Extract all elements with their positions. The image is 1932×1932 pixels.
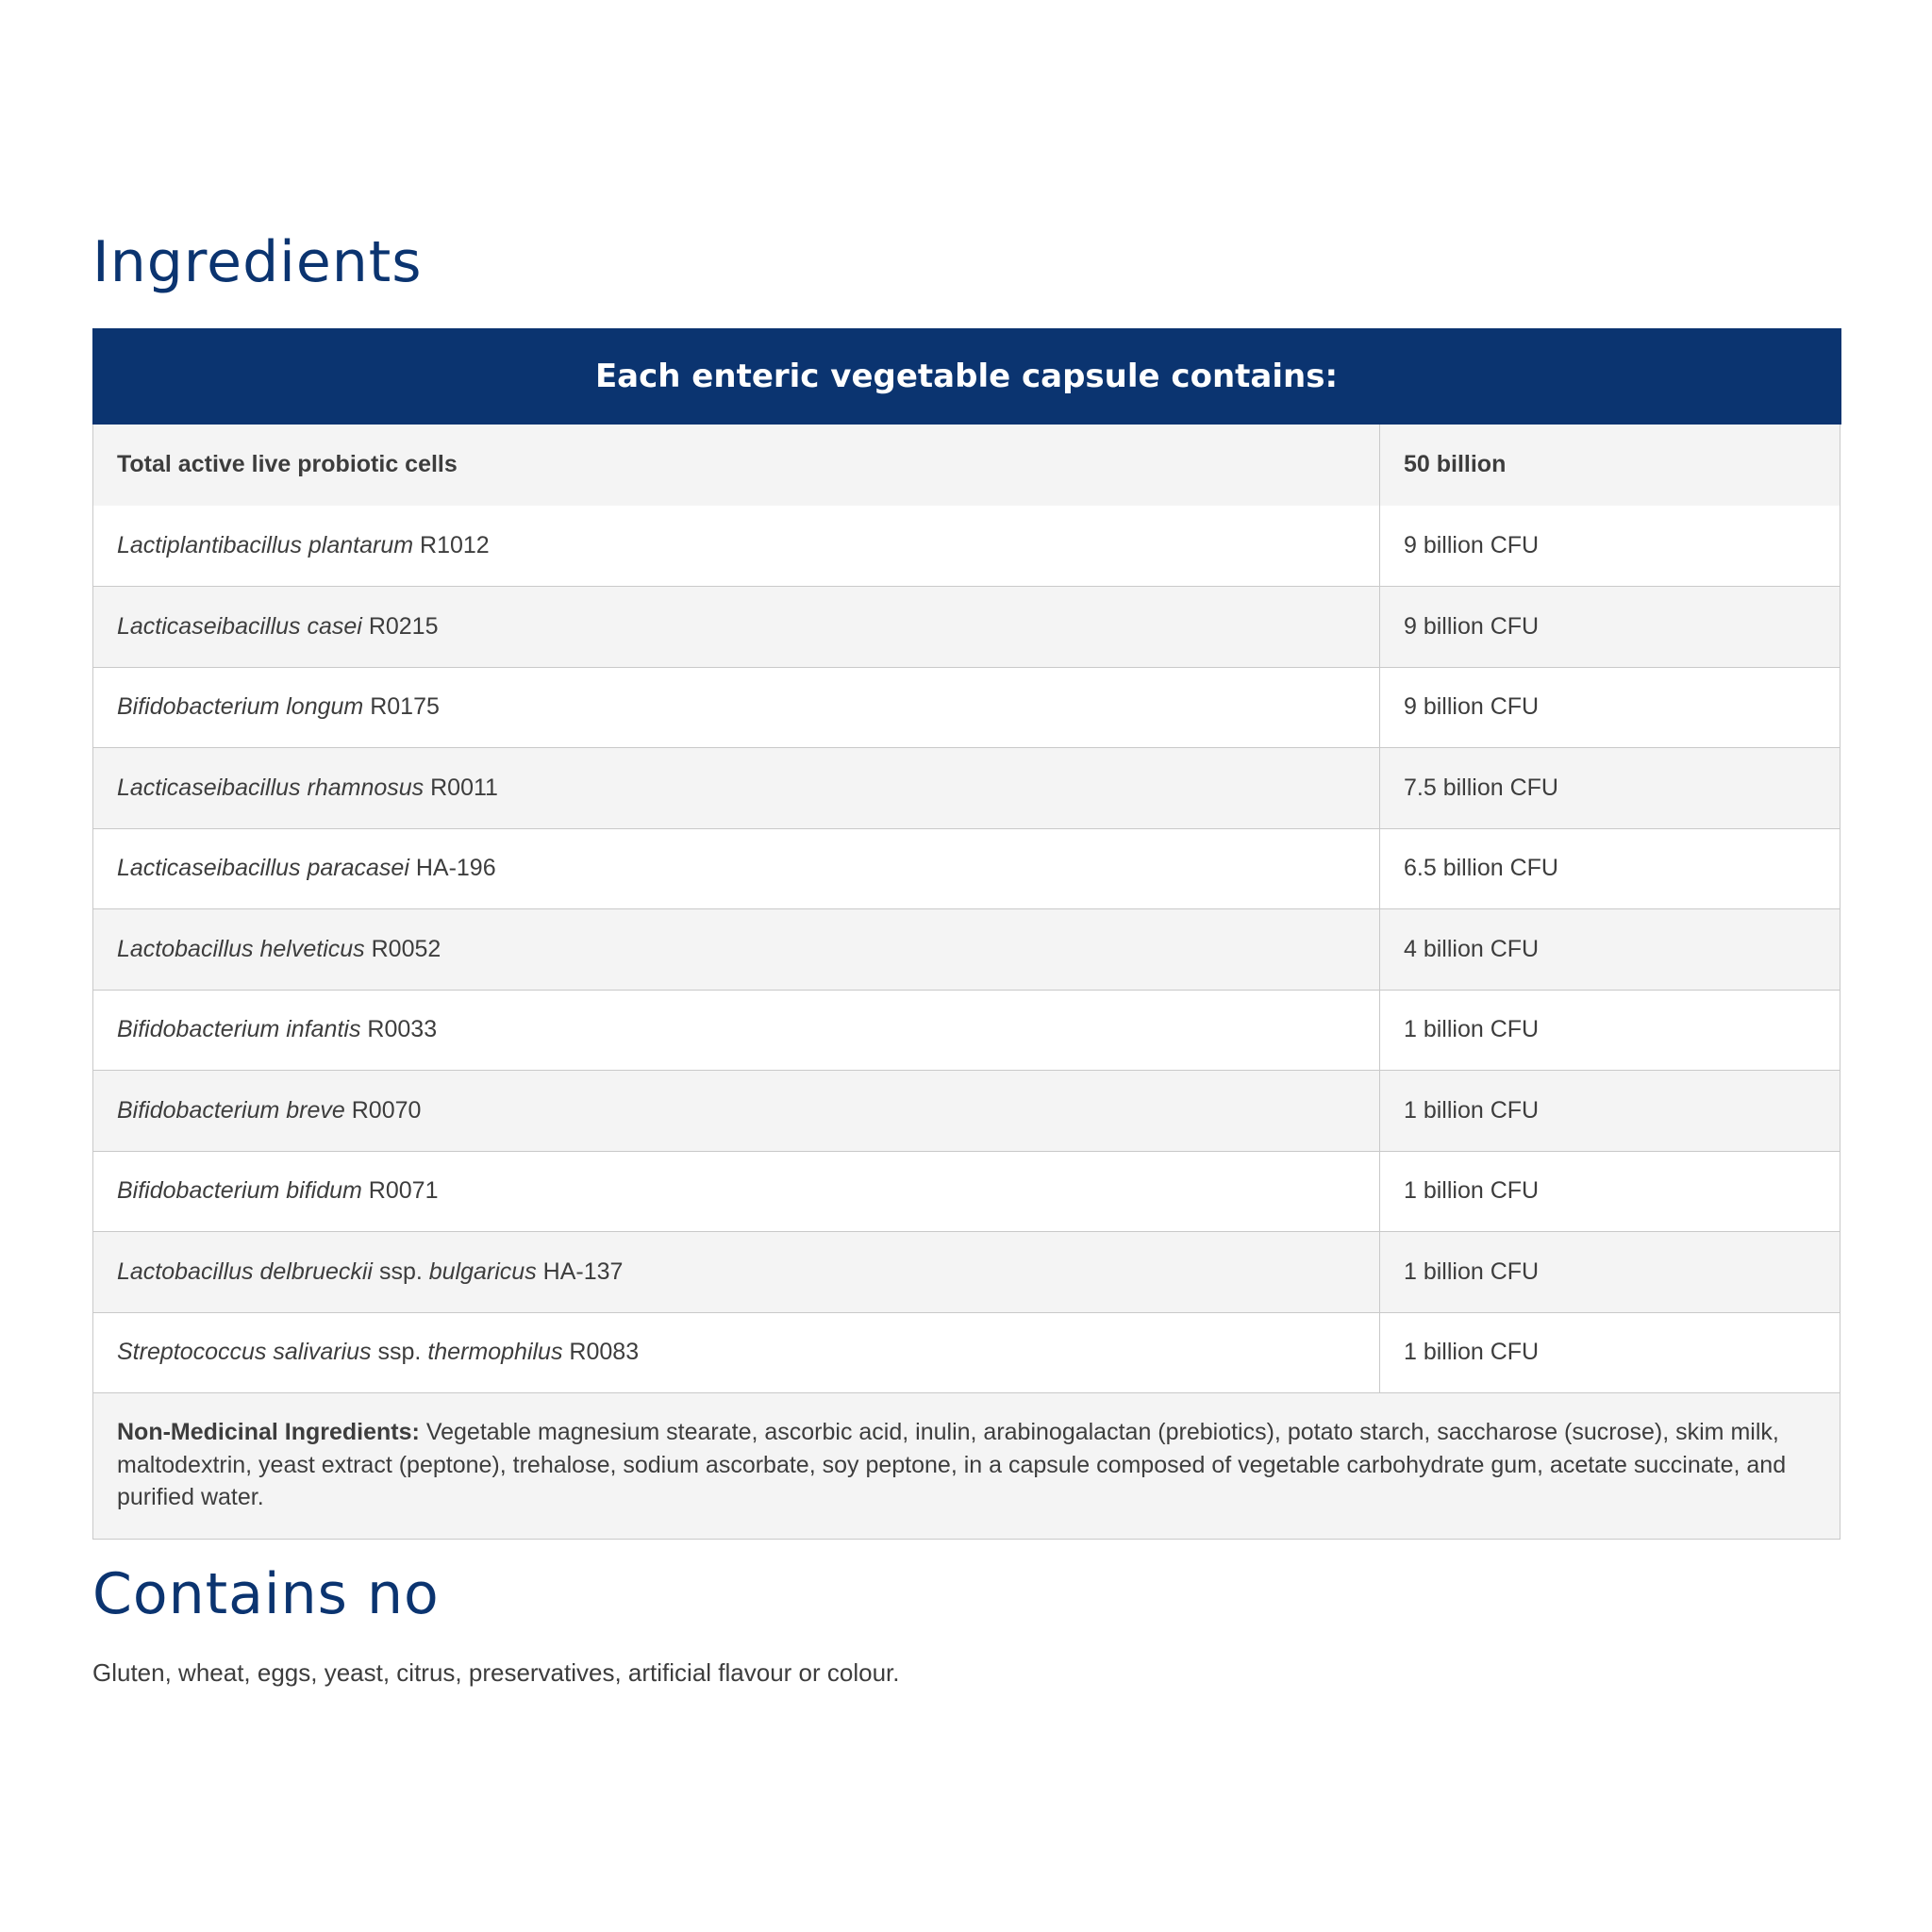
subspecies-name: thermophilus [427,1339,563,1366]
table-row [93,506,1840,587]
table-header: Each enteric vegetable capsule contains: [92,328,1841,425]
table-row [93,1151,1840,1232]
ingredient-amount: 9 billion CFU [1404,531,1540,558]
species-name: Lacticaseibacillus casei [117,612,362,640]
contains-no-title: Contains no [92,1560,440,1627]
strain-code: R0215 [368,612,439,640]
species-name: Bifidobacterium bifidum [117,1177,362,1205]
ingredient-amount: 7.5 billion CFU [1404,774,1558,801]
ssp-abbrev: ssp. [377,1339,422,1366]
ingredient-name [93,1071,1380,1151]
strain-code: R0071 [368,1177,439,1205]
strain-code: R0052 [371,935,441,962]
ingredient-name [93,668,1380,748]
species-name: Lactobacillus helveticus [117,935,365,962]
table-row [93,828,1840,909]
strain-code: R0175 [370,693,440,721]
ingredients-section [92,223,1840,1688]
non-medicinal-label: Non-Medicinal Ingredients: [117,1419,420,1445]
table-row [93,667,1840,748]
ingredient-name [93,1313,1380,1393]
ingredient-name [93,587,1380,667]
species-name: Streptococcus salivarius [117,1339,372,1366]
ingredient-rows [93,506,1840,1393]
ssp-abbrev: ssp. [378,1257,423,1285]
strain-code: HA-196 [415,855,496,882]
table-row [93,990,1840,1071]
total-amount: 50 billion [1404,451,1507,478]
table-row [93,1231,1840,1312]
strain-code: R1012 [420,531,490,558]
subspecies-name: bulgaricus [428,1257,537,1285]
ingredient-name [93,829,1380,909]
non-medicinal-ingredients [93,1392,1840,1539]
ingredient-name [93,991,1380,1071]
total-row [93,425,1840,506]
ingredient-amount: 1 billion CFU [1404,1016,1540,1043]
table-row [93,1312,1840,1393]
ingredient-amount: 1 billion CFU [1404,1096,1540,1124]
non-medicinal-text: Vegetable magnesium stearate, ascorbic acid, inulin, arabinogalactan (prebiotics), potato starch, saccharose (sucrose), skim milk, maltodextrin, yeast extract (peptone), trehalose, sodium ascorbate, soy peptone, in a capsule composed of vegetable carbohydrate gum, acetate succinate, and purified water. [117,1419,1787,1510]
species-name: Bifidobacterium breve [117,1096,345,1124]
species-name: Bifidobacterium infantis [117,1016,361,1043]
species-name: Lacticaseibacillus paracasei [117,855,409,882]
strain-code: R0033 [367,1016,438,1043]
ingredient-amount: 9 billion CFU [1404,612,1540,640]
ingredient-amount: 9 billion CFU [1404,693,1540,721]
ingredient-name [93,909,1380,990]
strain-code: R0083 [569,1339,640,1366]
strain-code: HA-137 [542,1257,624,1285]
ingredient-name [93,1152,1380,1232]
ingredient-name [93,748,1380,828]
table-row [93,586,1840,667]
table-row [93,1070,1840,1151]
table-row [93,908,1840,990]
ingredients-table [92,328,1840,1540]
table-row [93,747,1840,828]
ingredient-amount: 1 billion CFU [1404,1339,1540,1366]
ingredient-amount: 6.5 billion CFU [1404,855,1558,882]
species-name: Lactobacillus delbrueckii [117,1257,373,1285]
ingredient-amount: 1 billion CFU [1404,1257,1540,1285]
strain-code: R0011 [430,774,498,801]
table-body [93,425,1840,1392]
strain-code: R0070 [351,1096,422,1124]
ingredient-amount: 4 billion CFU [1404,935,1540,962]
species-name: Lacticaseibacillus rhamnosus [117,774,425,801]
ingredient-name [93,1232,1380,1312]
species-name: Bifidobacterium longum [117,693,364,721]
contains-no-text: Gluten, wheat, eggs, yeast, citrus, preservatives, artificial flavour or colour. [92,1657,900,1687]
ingredient-amount: 1 billion CFU [1404,1177,1540,1205]
ingredients-title: Ingredients [92,229,423,295]
species-name: Lactiplantibacillus plantarum [117,531,414,558]
total-label: Total active live probiotic cells [93,425,1380,506]
ingredient-name [93,506,1380,587]
